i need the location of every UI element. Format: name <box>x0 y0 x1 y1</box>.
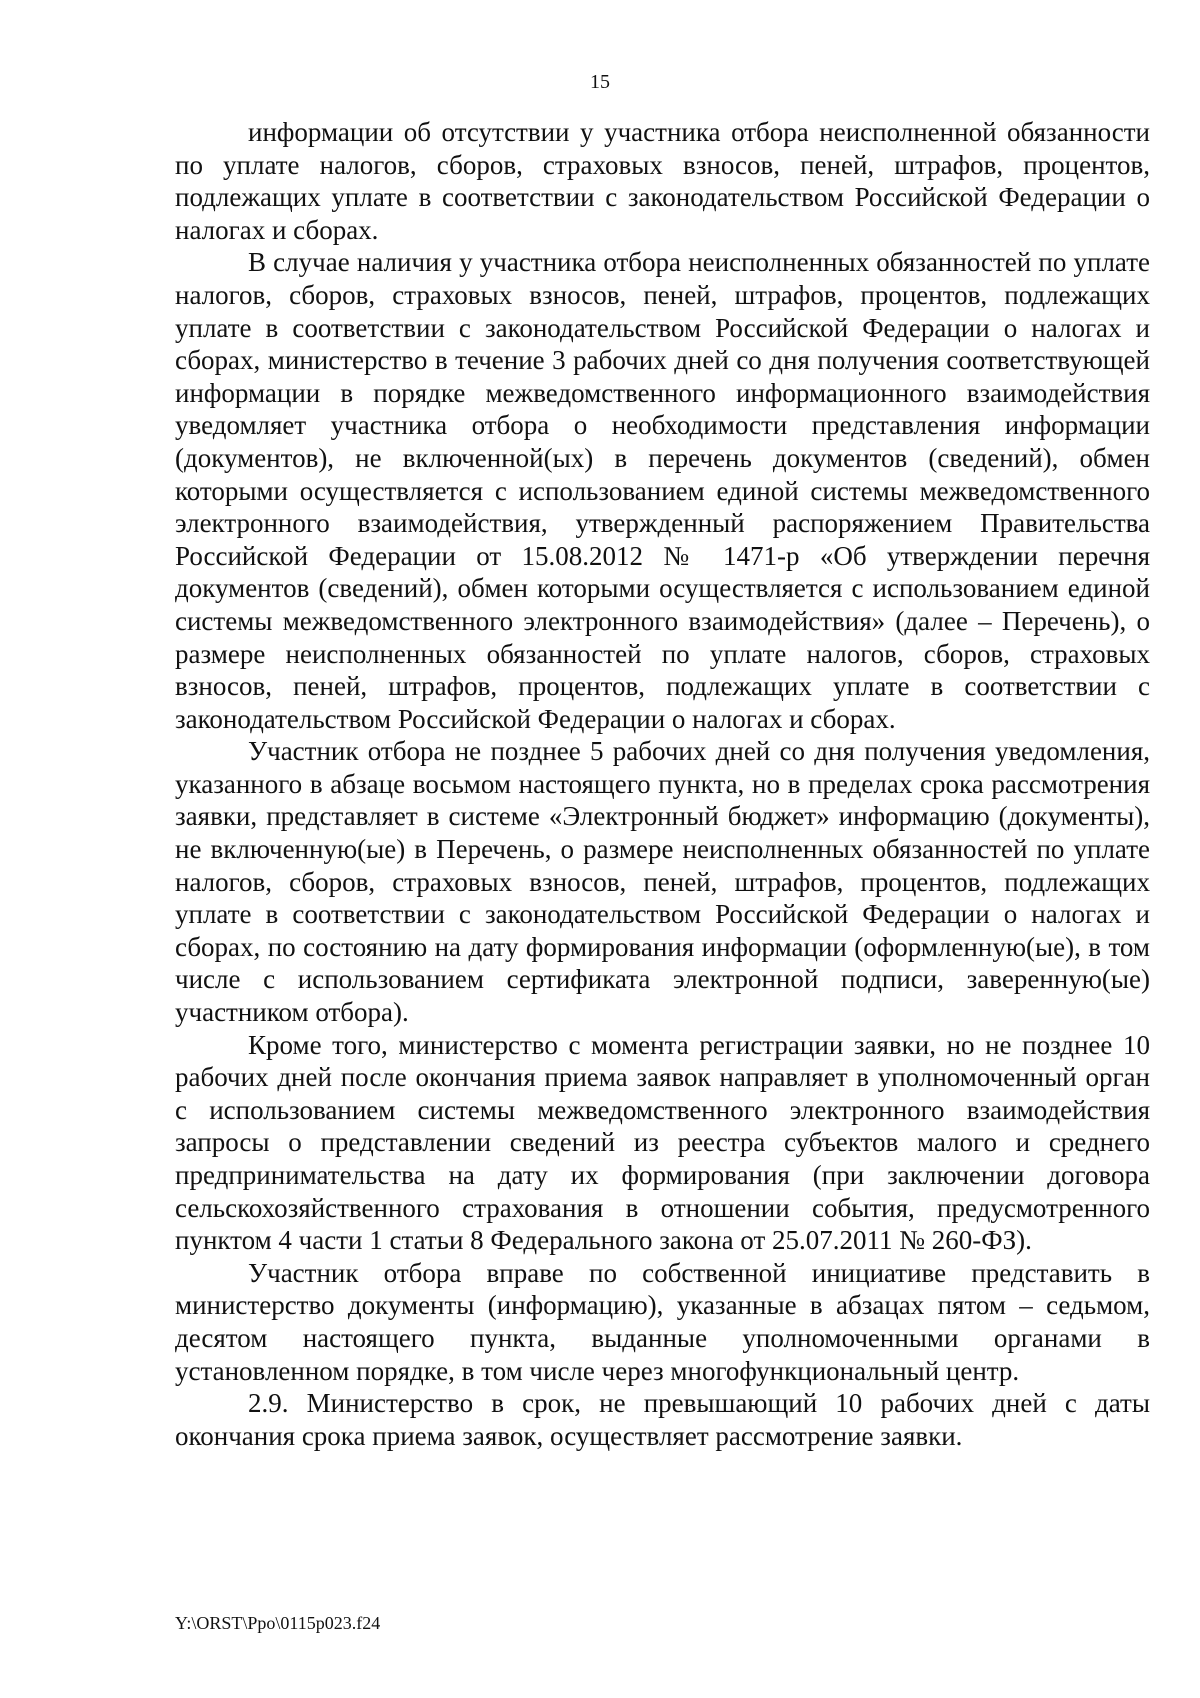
paragraph-own-initiative: Участник отбора вправе по собственной инициативе представить в министерство документы (информацию), указанные в абзацах пятом – седьмом, десятом настоящего пункта, выданные уполномоченными органами в установленном порядке, в том числе через многофункциональный центр. <box>175 1257 1150 1386</box>
paragraph-participant-submission: Участник отбора не позднее 5 рабочих дней со дня получения уведомления, указанного в абзаце восьмом настоящего пункта, но в пределах срока рассмотрения заявки, представляет в системе «Электронный бюджет» информацию (документы), не включенную(ые) в Перечень, о размере неисполненных обязанностей по уплате налогов, сборов, страховых взносов, пеней, штрафов, процентов, подлежащих уплате в соответствии с законодательством Российской Федерации о налогах и сборах, по состоянию на дату формирования информации (оформленную(ые), в том числе с использованием сертификата электронной подписи, заверенную(ые) участником отбора). <box>175 736 1150 1028</box>
paragraph-ministry-requests: Кроме того, министерство с момента регистрации заявки, но не позднее 10 рабочих дней после окончания приема заявок направляет в уполномоченный орган с использованием системы межведомственного электронного взаимодействия запросы о представлении сведений из реестра субъектов малого и среднего предпринимательства на дату их формирования (при заключении договора сельскохозяйственного страхования в отношении события, предусмотренного пунктом 4 части 1 статьи 8 Федерального закона от 25.07.2011 № 260-ФЗ). <box>175 1029 1150 1256</box>
document-body <box>175 116 1150 1452</box>
page-number: 15 <box>590 71 610 93</box>
paragraph-unfulfilled-obligations: В случае наличия у участника отбора неисполненных обязанностей по уплате налогов, сборов, страховых взносов, пеней, штрафов, процентов, подлежащих уплате в соответствии с законодательством Российской Федерации о налогах и сборах, министерство в течение 3 рабочих дней со дня получения соответствующей информации в порядке межведомственного информационного взаимодействия уведомляет участника отбора о необходимости представления информации (документов), не включенной(ых) в перечень документов (сведений), обмен которыми осуществляется с использованием единой системы межведомственного электронного взаимодействия, утвержденный распоряжением Правительства Российской Федерации от 15.08.2012 № 1471-р «Об утверждении перечня документов (сведений), обмен которыми осуществляется с использованием единой системы межведомственного электронного взаимодействия» (далее – Перечень), о размере неисполненных обязанностей по уплате налогов, сборов, страховых взносов, пеней, штрафов, процентов, подлежащих уплате в соответствии с законодательством Российской Федерации о налогах и сборах. <box>175 247 1150 734</box>
file-path-footer: Y:\ORST\Ppo\0115p023.f24 <box>175 1613 381 1633</box>
paragraph-tax-info: информации об отсутствии у участника отбора неисполненной обязанности по уплате налогов, сборов, страховых взносов, пеней, штрафов, процентов, подлежащих уплате в соответствии с законодательством Российской Федерации о налогах и сборах. <box>175 117 1150 245</box>
paragraph-section-2-9: 2.9. Министерство в срок, не превышающий 10 рабочих дней с даты окончания срока приема заявок, осуществляет рассмотрение заявки. <box>175 1388 1150 1451</box>
